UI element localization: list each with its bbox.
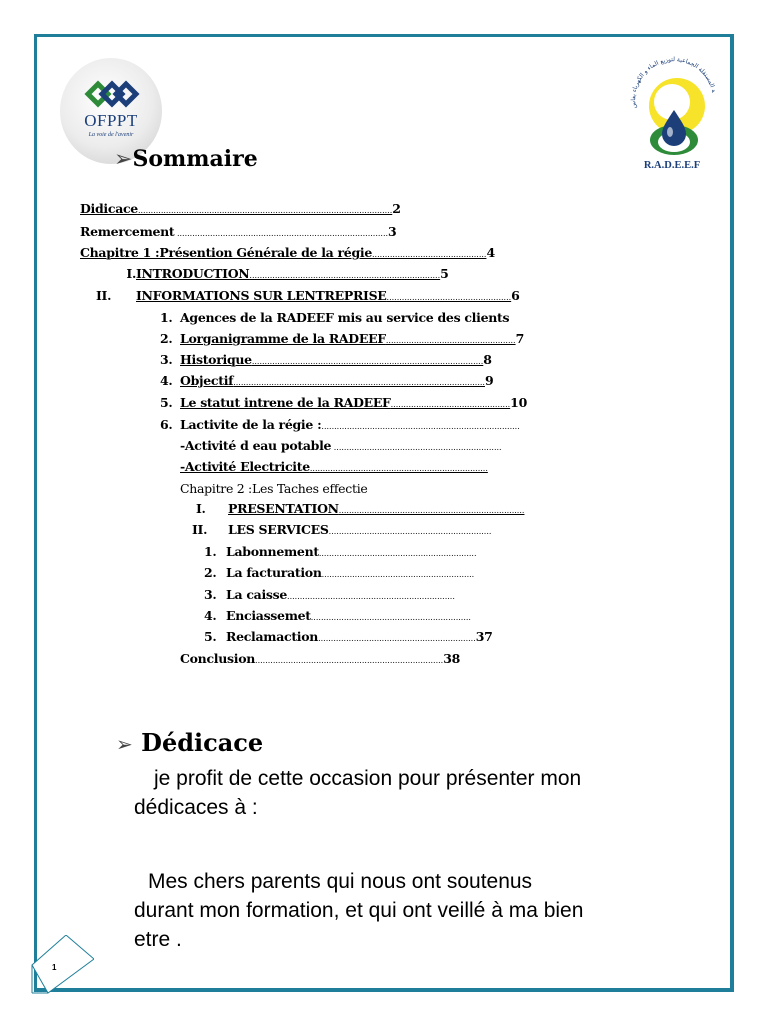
- toc-item-chapitre-1: Chapitre 1 :Présention Générale de la régie.............................................4: [80, 245, 495, 260]
- toc-item-text: Objectif: [180, 373, 234, 388]
- radeef-arabic-text: ة المستقلة الجماعية لتوزيع الماء و الكهرباء بفاس: [630, 56, 718, 109]
- toc-item-text: INFORMATIONS SUR LENTREPRISE: [136, 288, 387, 303]
- toc-item-historique: 3. Historique...........................................................................................8: [160, 352, 492, 367]
- toc-item-caisse: 3. La caisse..................................................................: [204, 587, 455, 602]
- toc-item-text: Didicace: [80, 201, 138, 216]
- page-corner-diamond-icon: [30, 935, 94, 995]
- toc-item-enciassemet: 4. Enciassemet...............................................................: [204, 608, 471, 623]
- toc-item-page: 5: [440, 266, 449, 281]
- toc-item-page: 8: [483, 352, 492, 367]
- toc-item-text: Remercement: [80, 224, 175, 239]
- toc-item-organigramme: 2. Lorganigramme de la RADEEF...................................................7: [160, 331, 524, 346]
- toc-item-text: Chapitre 2 :Les Taches effectie: [180, 481, 368, 496]
- radeef-emblem-icon: [622, 56, 722, 160]
- dedicace-title: Dédicace: [141, 728, 264, 757]
- ofppt-logo-name: OFPPT: [84, 111, 138, 130]
- toc-item-text: Lorganigramme de la RADEEF: [180, 331, 386, 346]
- toc-item-text: Lactivite de la régie :: [180, 417, 322, 432]
- toc-item-text: Chapitre 1 :Présention Générale de la régie: [80, 245, 373, 260]
- toc-item-reclamaction: 5. Reclamaction..............................................................37: [204, 629, 493, 644]
- toc-item-text: Conclusion: [180, 651, 256, 666]
- arrow-bullet-icon: ➢: [116, 732, 133, 756]
- toc-item-page: 2: [392, 201, 401, 216]
- toc-item-page: 10: [510, 395, 527, 410]
- sommaire-heading: [114, 146, 258, 172]
- toc-item-text: PRESENTATION: [228, 501, 339, 516]
- toc-item-page: 3: [388, 224, 397, 239]
- toc-item-chapitre-2: [180, 481, 367, 496]
- toc-item-text: Le statut intrene de la RADEEF: [180, 395, 391, 410]
- toc-item-text: Reclamaction: [226, 629, 319, 644]
- toc-item-eau-potable: -Activité d eau potable ..................................................................: [180, 438, 502, 453]
- toc-item-page: 4: [486, 245, 495, 260]
- toc-item-agences: 1. Agences de la RADEEF mis au service des clients: [160, 310, 510, 325]
- toc-item-conclusion: Conclusion..........................................................................38: [180, 651, 461, 666]
- toc-item-text: -Activité d eau potable: [180, 438, 332, 453]
- toc-item-statut: 5. Le statut intrene de la RADEEF...............................................10: [160, 395, 527, 410]
- toc-item-text: Historique: [180, 352, 252, 367]
- arrow-bullet-icon: ➢: [114, 147, 133, 172]
- toc-item-informations: II. INFORMATIONS SUR LENTREPRISE.................................................6: [96, 288, 520, 303]
- toc-item-activite: 6. Lactivite de la régie :..............................................................................: [160, 417, 520, 432]
- toc-item-text: Agences de la RADEEF mis au service des clients: [180, 310, 510, 325]
- page-number-badge: [30, 935, 94, 999]
- toc-item-page: 38: [443, 651, 461, 666]
- ofppt-logo-tagline: La voie de l'avenir: [88, 132, 134, 138]
- toc-item-remercement: Remercement ...................................................................................3: [80, 224, 397, 239]
- radeef-logo-name: R.A.D.E.E.F: [643, 160, 701, 171]
- toc-item-objectif: 4. Objectif...................................................................................................9: [160, 373, 494, 388]
- toc-item-introduction: I. INTRODUCTION...........................................................................5: [126, 266, 449, 281]
- dedicace-heading: [116, 728, 263, 757]
- toc-item-electricite: -Activité Electricite......................................................................: [180, 459, 488, 474]
- toc-item-page: 7: [515, 331, 524, 346]
- dedicace-paragraph-1: je profit de cette occasion pour présenter mon dédicaces à :: [134, 767, 582, 819]
- toc-item-labonnement: 1. Labonnement..............................................................: [204, 544, 477, 559]
- toc-item-text: INTRODUCTION: [136, 266, 250, 281]
- toc-item-page: 37: [475, 629, 493, 644]
- toc-item-text: La facturation: [226, 565, 322, 580]
- toc-item-text: LES SERVICES: [228, 522, 329, 537]
- toc-item-presentation: I. PRESENTATION.........................................................................: [196, 501, 525, 516]
- sommaire-title: Sommaire: [132, 146, 258, 172]
- toc-item-services: II. LES SERVICES................................................................: [192, 522, 492, 537]
- toc-item-page: 6: [511, 288, 520, 303]
- ofppt-diamonds-icon: [84, 80, 140, 108]
- radeef-logo: [622, 56, 722, 176]
- toc-item-text: La caisse: [226, 587, 288, 602]
- toc-item-text: Labonnement: [226, 544, 319, 559]
- toc-item-text: -Activité Electricite: [180, 459, 310, 474]
- toc-item-page: 9: [484, 373, 494, 388]
- toc-item-facturation: 2. La facturation............................................................: [204, 565, 475, 580]
- toc-item-didicace: Didicace....................................................................................................2: [80, 201, 401, 216]
- dedicace-paragraph-2: Mes chers parents qui nous ont soutenus durant mon formation, et qui ont veillé à ma bien etre .: [134, 870, 584, 951]
- toc-item-text: Enciassemet: [226, 608, 311, 623]
- page-number: 1: [52, 963, 57, 972]
